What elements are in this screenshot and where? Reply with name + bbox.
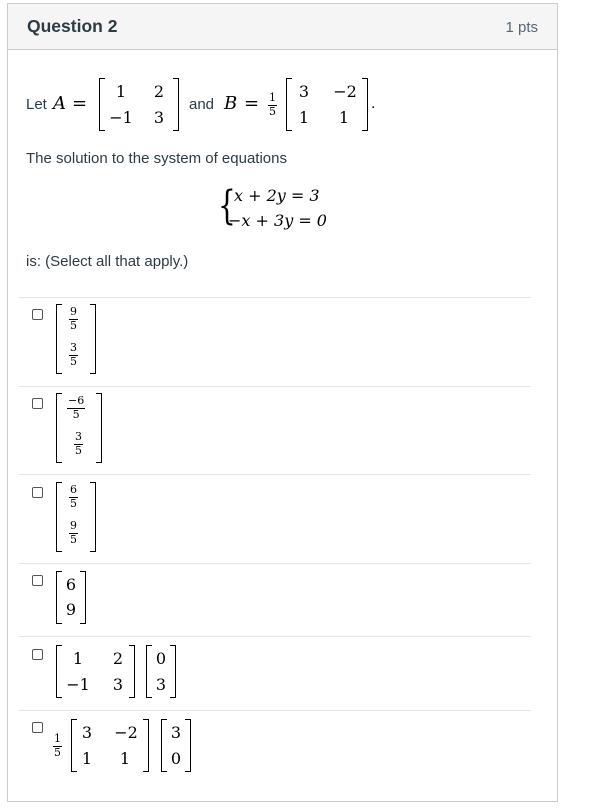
matrix-b-name: B	[224, 93, 238, 114]
matrix-cell: 2	[112, 649, 124, 668]
equation-1: x + 2y = 3	[234, 186, 320, 205]
matrix-a-cell: 2	[153, 82, 165, 101]
option-1-vector	[56, 304, 96, 374]
option-3-checkbox[interactable]	[32, 487, 43, 498]
select-prompt: is: (Select all that apply.)	[26, 253, 189, 270]
vector-cell: 3	[170, 723, 182, 742]
vector-cell: 3	[155, 675, 167, 694]
period: .	[371, 96, 376, 112]
equals-sign: =	[244, 93, 260, 114]
option-5-vector	[146, 645, 176, 698]
system-prompt: The solution to the system of equations	[26, 150, 287, 167]
option-2-vector	[56, 393, 102, 463]
matrix-b-cell: 1	[298, 108, 310, 127]
matrix-a-cell: −1	[109, 108, 133, 127]
option-5-matrix	[56, 645, 135, 698]
matrix-cell: 3	[81, 723, 93, 742]
matrix-cell: −1	[66, 675, 90, 694]
option-4-vector	[56, 571, 86, 624]
option-3-vector	[56, 482, 96, 552]
option-6-matrix	[71, 719, 149, 772]
question-title: Question 2	[27, 16, 118, 36]
matrix-a-cell: 3	[153, 108, 165, 127]
matrix-a-name: A	[53, 93, 66, 114]
fraction: 9 5	[70, 519, 77, 546]
option-5-checkbox[interactable]	[32, 649, 43, 660]
matrix-a-cell: 1	[115, 82, 127, 101]
option-divider	[19, 297, 531, 298]
vector-cell: 6	[65, 575, 77, 594]
option-6-checkbox[interactable]	[32, 722, 43, 733]
fraction: 6 5	[70, 483, 77, 510]
question-points: 1 pts	[505, 19, 538, 36]
option-divider	[19, 386, 531, 387]
let-text: Let	[26, 96, 47, 113]
question-header	[8, 4, 557, 50]
option-divider	[19, 563, 531, 564]
and-text: and	[189, 96, 215, 113]
matrix-cell: −2	[114, 723, 138, 742]
option-6-vector	[161, 719, 191, 772]
matrix-b-cell: −2	[333, 82, 357, 101]
vector-cell: 9	[65, 600, 77, 619]
equation-2: −x + 3y = 0	[228, 211, 327, 230]
matrix-b-cell: 1	[338, 108, 350, 127]
matrix-cell: 3	[112, 675, 124, 694]
matrix-a	[99, 78, 179, 131]
vector-cell: 0	[170, 749, 182, 768]
matrix-cell: 1	[72, 649, 84, 668]
fraction: 3 5	[75, 430, 82, 457]
option-divider	[19, 474, 531, 475]
option-divider	[19, 710, 531, 711]
matrix-b	[286, 78, 368, 131]
matrix-cell: 1	[81, 749, 93, 768]
option-1-checkbox[interactable]	[32, 309, 43, 320]
fraction: −6 5	[68, 394, 85, 421]
fraction: 3 5	[70, 341, 77, 368]
option-2-checkbox[interactable]	[32, 398, 43, 409]
fraction: 9 5	[70, 305, 77, 332]
matrix-cell: 1	[119, 749, 131, 768]
option-divider	[19, 636, 531, 637]
vector-cell: 0	[155, 649, 167, 668]
matrix-b-cell: 3	[298, 82, 310, 101]
left-brace: {	[218, 183, 236, 229]
option-6-scalar: 1 5	[54, 732, 61, 759]
equals-sign: =	[72, 93, 88, 114]
matrix-b-scalar: 1 5	[269, 91, 276, 118]
option-4-checkbox[interactable]	[32, 575, 43, 586]
